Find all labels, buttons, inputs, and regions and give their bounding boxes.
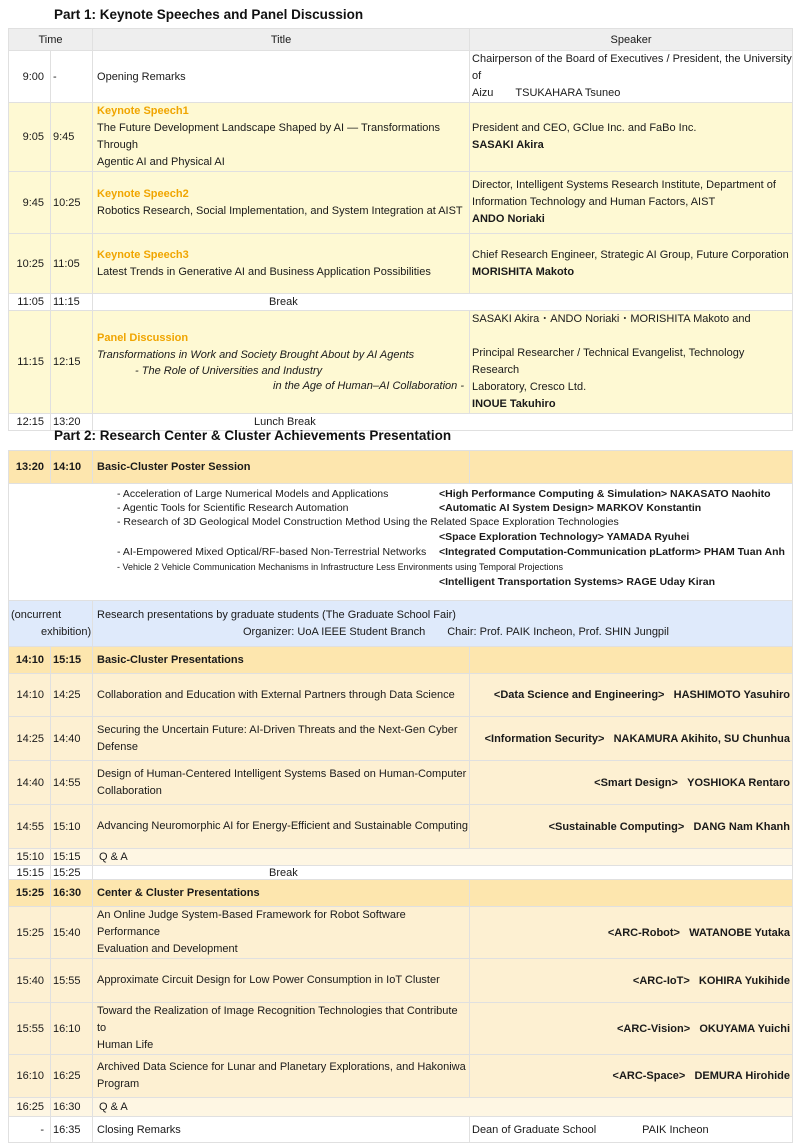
panel-subtitle: in the Age of Human–AI Collaboration -	[273, 380, 464, 392]
presentation-row	[9, 907, 793, 959]
speaker-affiliation: Principal Researcher / Technical Evangelist, Technology Research	[472, 347, 745, 376]
presentation-row	[9, 805, 793, 849]
start-time: -	[9, 1117, 51, 1143]
end-time: 15:25	[51, 866, 93, 880]
break-row	[9, 866, 793, 880]
speaker-cell	[470, 311, 793, 414]
presentation-title: Advancing Neuromorphic AI for Energy-Efficient and Sustainable Computing	[93, 805, 470, 849]
presenter-cluster: <Information Security>	[484, 732, 605, 745]
end-time: 15:10	[51, 805, 93, 849]
presenter	[470, 959, 793, 1003]
panel-subtitle: - The Role of Universities and Industry	[135, 365, 323, 377]
panel-tag: Panel Discussion	[97, 332, 189, 344]
concurrent-label: (oncurrent exhibition)	[9, 601, 93, 647]
start-time: 15:55	[9, 1003, 51, 1055]
poster-name: MARKOV Konstantin	[596, 502, 702, 514]
speaker-cell	[470, 172, 793, 234]
keynote-title: Robotics Research, Social Implementation, and System Integration at AIST	[97, 204, 463, 217]
presenter-cluster: <Data Science and Engineering>	[493, 689, 665, 701]
poster-title: - Research of 3D Geological Model Construction Method Using the Related Space Exploration Technologies	[117, 516, 619, 528]
end-time: 14:10	[51, 451, 93, 484]
presenter-cluster: <ARC-Vision>	[617, 1022, 691, 1035]
presentation-title: Design of Human-Centered Intelligent Systems Based on Human-Computer Collaboration	[93, 761, 470, 805]
speaker-affiliation: President and CEO, GClue Inc. and FaBo Inc.	[472, 122, 697, 134]
speaker-name: PAIK Incheon	[642, 1123, 709, 1136]
poster-title: - Vehicle 2 Vehicle Communication Mechanisms in Infrastructure Less Environments using Temporal Projections	[117, 562, 564, 572]
qa-row	[9, 849, 793, 866]
start-time: 10:25	[9, 234, 51, 294]
start-time: 15:25	[9, 907, 51, 959]
qa-label: Q & A	[93, 849, 793, 866]
end-time: 15:55	[51, 959, 93, 1003]
poster-cluster: <Space Exploration Technology>	[439, 531, 604, 543]
speaker-name: SASAKI Akira	[472, 139, 544, 151]
lunch-label: Lunch Break	[93, 414, 793, 431]
presenter-cluster: <Smart Design>	[594, 776, 678, 789]
keynote-tag: Keynote Speech1	[97, 105, 189, 117]
end-time: 13:20	[51, 414, 93, 431]
concurrent-organizer: Organizer: UoA IEEE Student Branch Chair: Prof. PAIK Incheon, Prof. SHIN Jungpil	[243, 625, 669, 638]
poster-cluster: <Integrated Computation-Communication pLatform>	[439, 546, 701, 558]
keynote-row	[9, 103, 793, 172]
session-label: Basic-Cluster Presentations	[93, 647, 470, 674]
end-time: 16:30	[51, 1098, 93, 1117]
poster-session-header	[9, 451, 793, 484]
start-time: 16:25	[9, 1098, 51, 1117]
poster-name: RAGE Uday Kiran	[626, 576, 715, 588]
presenter-name: DANG Nam Khanh	[693, 820, 790, 833]
end-time: 14:55	[51, 761, 93, 805]
speaker-name: ANDO Noriaki	[472, 213, 545, 225]
poster-presenter	[439, 501, 701, 515]
presenter	[470, 674, 793, 717]
end-time: 15:15	[51, 849, 93, 866]
header-row	[9, 29, 793, 51]
poster-cluster: <Intelligent Transportation Systems>	[439, 576, 624, 588]
start-time: 11:05	[9, 294, 51, 311]
start-time: 14:55	[9, 805, 51, 849]
presentation-row	[9, 1003, 793, 1055]
panel-speakers: SASAKI Akira・ANDO Noriaki・MORISHITA Makoto and	[472, 313, 751, 325]
end-time: 16:35	[51, 1117, 93, 1143]
session-title: Closing Remarks	[93, 1117, 470, 1143]
end-time: 11:15	[51, 294, 93, 311]
end-time: 9:45	[51, 103, 93, 172]
start-time: 9:45	[9, 172, 51, 234]
poster-presenter	[439, 545, 785, 559]
session-title: Opening Remarks	[93, 51, 470, 103]
end-time: 16:30	[51, 880, 93, 907]
poster-name: PHAM Tuan Anh	[703, 546, 785, 558]
basic-presentations-header	[9, 647, 793, 674]
keynote-cell	[93, 103, 470, 172]
keynote-row	[9, 234, 793, 294]
start-time: 9:05	[9, 103, 51, 172]
poster-title: - AI-Empowered Mixed Optical/RF-based Non-Terrestrial Networks	[117, 546, 427, 558]
end-time: 15:40	[51, 907, 93, 959]
center-presentations-header	[9, 880, 793, 907]
keynote-cell	[93, 234, 470, 294]
start-time: 15:25	[9, 880, 51, 907]
start-time: 15:40	[9, 959, 51, 1003]
presenter-name: DEMURA Hirohide	[694, 1070, 790, 1082]
part2-title: Part 2: Research Center & Cluster Achievements Presentation	[54, 428, 452, 443]
speaker-cell	[470, 1117, 793, 1143]
speaker-cell	[470, 103, 793, 172]
presenter	[470, 1055, 793, 1098]
poster-list	[9, 484, 793, 601]
header-time: Time	[9, 29, 93, 51]
presenter-name: WATANOBE Yutaka	[689, 926, 790, 939]
presentation-title: Approximate Circuit Design for Low Power Consumption in IoT Cluster	[93, 959, 470, 1003]
panel-cell	[93, 311, 470, 414]
poster-list-row	[9, 484, 793, 601]
presentation-row	[9, 717, 793, 761]
end-time: 16:25	[51, 1055, 93, 1098]
start-time: 12:15	[9, 414, 51, 431]
start-time: 14:10	[9, 674, 51, 717]
start-time: 15:10	[9, 849, 51, 866]
opening-row	[9, 51, 793, 103]
speaker-affiliation: Chairperson of the Board of Executives / President, the University of	[472, 53, 792, 82]
presenter-cluster: <ARC-Space>	[612, 1070, 686, 1082]
presenter-name: YOSHIOKA Rentaro	[687, 776, 790, 789]
poster-cluster: <Automatic AI System Design>	[439, 502, 594, 514]
presenter-cluster: <Sustainable Computing>	[548, 820, 685, 833]
presentation-row	[9, 959, 793, 1003]
poster-title: - Agentic Tools for Scientific Research Automation	[117, 502, 349, 514]
speaker-name: INOUE Takuhiro	[472, 398, 556, 410]
speaker-role: Dean of Graduate School	[472, 1123, 597, 1136]
keynote-title: Agentic AI and Physical AI	[97, 156, 225, 168]
presentation-title: Collaboration and Education with External Partners through Data Science	[93, 674, 470, 717]
presentation-title: An Online Judge System-Based Framework for Robot Software Performance Evaluation and Development	[93, 907, 470, 959]
start-time: 14:25	[9, 717, 51, 761]
panel-title: Transformations in Work and Society Brought About by AI Agents	[97, 349, 415, 361]
start-time: 15:15	[9, 866, 51, 880]
speaker-affiliation: Laboratory, Cresco Ltd.	[472, 381, 587, 393]
end-time: 16:10	[51, 1003, 93, 1055]
speaker-affiliation: Information Technology and Human Factors, AIST	[472, 196, 716, 208]
end-time: 11:05	[51, 234, 93, 294]
poster-presenter	[439, 487, 771, 501]
keynote-tag: Keynote Speech3	[97, 248, 189, 261]
concurrent-title: Research presentations by graduate students (The Graduate School Fair)	[97, 608, 456, 621]
part2-table	[8, 450, 793, 1143]
panel-row	[9, 311, 793, 414]
keynote-title: Latest Trends in Generative AI and Business Application Possibilities	[97, 265, 431, 278]
presentation-row	[9, 674, 793, 717]
presenter	[470, 717, 793, 761]
poster-presenter	[439, 575, 715, 589]
presenter-name: KOHIRA Yukihide	[698, 974, 790, 987]
presentation-row	[9, 761, 793, 805]
end-time: 14:40	[51, 717, 93, 761]
header-speaker: Speaker	[470, 29, 793, 51]
presentation-title: Archived Data Science for Lunar and Planetary Explorations, and Hakoniwa Program	[93, 1055, 470, 1098]
end-time: 12:15	[51, 311, 93, 414]
closing-row	[9, 1117, 793, 1143]
start-time: 13:20	[9, 451, 51, 484]
keynote-tag: Keynote Speech2	[97, 187, 189, 200]
speaker-affiliation: Chief Research Engineer, Strategic AI Group, Future Corporation	[472, 248, 789, 261]
presentation-title: Toward the Realization of Image Recognition Technologies that Contribute to Human Life	[93, 1003, 470, 1055]
header-title: Title	[93, 29, 470, 51]
presenter-name: HASHIMOTO Yasuhiro	[673, 689, 790, 701]
end-time: 10:25	[51, 172, 93, 234]
presenter	[470, 805, 793, 849]
presenter-cluster: <ARC-IoT>	[632, 974, 690, 987]
part1-table	[8, 28, 793, 431]
start-time: 14:40	[9, 761, 51, 805]
break-row	[9, 294, 793, 311]
presentation-row	[9, 1055, 793, 1098]
session-label: Center & Cluster Presentations	[93, 880, 470, 907]
speaker-cell	[470, 234, 793, 294]
speaker-name: MORISHITA Makoto	[472, 265, 575, 278]
break-label: Break	[93, 294, 793, 311]
poster-title: - Acceleration of Large Numerical Models and Applications	[117, 488, 389, 500]
presenter-name: NAKAMURA Akihito, SU Chunhua	[613, 732, 790, 745]
speaker-name: Aizu TSUKAHARA Tsuneo	[472, 87, 621, 99]
qa-row	[9, 1098, 793, 1117]
presenter-cluster: <ARC-Robot>	[607, 926, 680, 939]
keynote-title: The Future Development Landscape Shaped by AI ― Transformations Through	[97, 122, 441, 151]
end-time: -	[51, 51, 93, 103]
speaker-affiliation: Director, Intelligent Systems Research Institute, Department of	[472, 179, 776, 191]
start-time: 9:00	[9, 51, 51, 103]
end-time: 15:15	[51, 647, 93, 674]
start-time: 11:15	[9, 311, 51, 414]
poster-name: NAKASATO Naohito	[670, 488, 771, 500]
poster-cluster: <High Performance Computing & Simulation>	[439, 488, 668, 500]
part1-title: Part 1: Keynote Speeches and Panel Discussion	[54, 7, 364, 22]
qa-label: Q & A	[93, 1098, 793, 1117]
presentation-title: Securing the Uncertain Future: AI-Driven Threats and the Next-Gen Cyber Defense	[93, 717, 470, 761]
concurrent-row	[9, 601, 793, 647]
session-label: Basic-Cluster Poster Session	[93, 451, 470, 484]
start-time: 16:10	[9, 1055, 51, 1098]
keynote-row	[9, 172, 793, 234]
presenter-name: OKUYAMA Yuichi	[699, 1022, 790, 1035]
presenter	[470, 907, 793, 959]
start-time: 14:10	[9, 647, 51, 674]
presenter	[470, 1003, 793, 1055]
end-time: 14:25	[51, 674, 93, 717]
poster-name: YAMADA Ryuhei	[606, 531, 690, 543]
speaker-cell	[470, 51, 793, 103]
presenter	[470, 761, 793, 805]
break-label: Break	[93, 866, 793, 880]
keynote-cell	[93, 172, 470, 234]
poster-presenter	[439, 530, 689, 544]
concurrent-info	[93, 601, 793, 647]
